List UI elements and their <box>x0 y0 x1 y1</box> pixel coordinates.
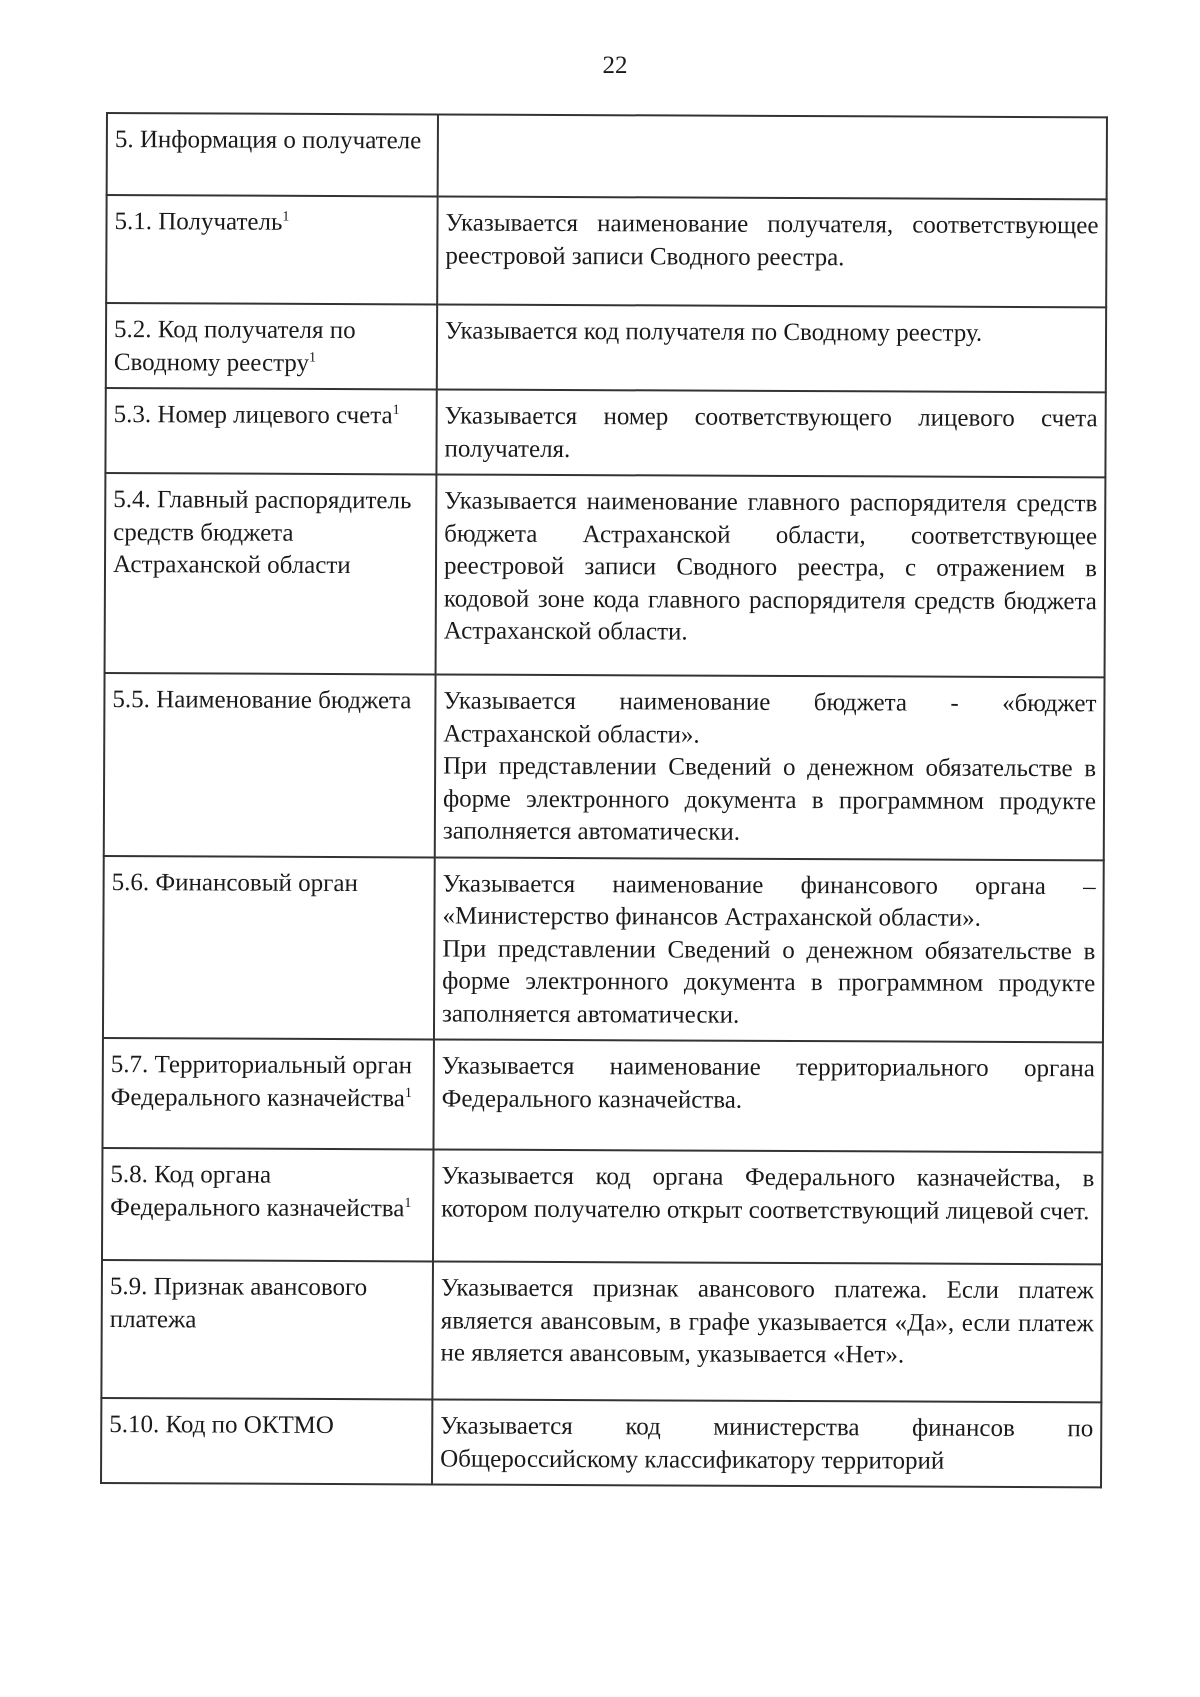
field-description: Указывается наименование территориального органа Федерального казначейства. <box>441 1052 1095 1114</box>
footnote-marker: 1 <box>404 1195 412 1211</box>
field-name-cell <box>104 673 436 857</box>
field-description-cell <box>432 1261 1102 1402</box>
field-description-cell <box>436 474 1106 677</box>
field-name-cell <box>106 303 437 389</box>
table-row <box>107 113 1107 199</box>
field-description-cell <box>436 389 1105 477</box>
footnote-marker: 1 <box>308 350 317 366</box>
field-description: Указывается наименование финансового органа – «Министерство финансов Астраханской области». <box>442 869 1096 932</box>
field-description: Указывается признак авансового платежа. Если платеж является авансовым, в графе указывается «Да», если платеж не является авансовым, указывается «Нет». <box>440 1274 1094 1369</box>
field-description-cell <box>435 674 1105 859</box>
footnote-marker: 1 <box>404 1085 412 1101</box>
table-row <box>102 1148 1102 1264</box>
field-name-cell <box>107 113 438 196</box>
table-row <box>101 1260 1102 1402</box>
field-name-cell <box>102 1148 433 1261</box>
page-number: 22 <box>602 52 628 79</box>
footnote-marker: 1 <box>282 209 290 225</box>
table-row <box>101 1398 1101 1487</box>
field-description: Указывается код министерства финансов по Общероссийскому классификатору территорий <box>440 1412 1094 1475</box>
field-description: Указывается наименование главного распорядителя средств бюджета Астраханской области, соответствующее реестровой записи Сводного реестра, с отражением в кодовой зоне кода главного распорядителя средств бюджета Астраханской области. <box>443 487 1098 646</box>
field-description: Указывается номер соответствующего лицевого счета получателя. <box>444 402 1098 463</box>
field-name: 5.1. Получатель <box>114 208 283 236</box>
table-row <box>106 303 1106 392</box>
field-name: 5.7. Территориальный орган Федерального казначейства <box>110 1051 413 1112</box>
field-name-cell <box>103 855 435 1039</box>
field-description-cell <box>438 114 1107 199</box>
field-description: Указывается наименование получателя, соответствующее реестровой записи Сводного реестра. <box>445 209 1099 271</box>
field-name: 5.8. Код органа Федерального казначейства <box>110 1161 405 1222</box>
table-row <box>105 473 1106 677</box>
footnote-marker: 1 <box>392 402 400 418</box>
field-name: 5.9. Признак авансового платежа <box>109 1273 368 1333</box>
field-description: Указывается код получателя по Сводному реестру. <box>444 317 983 347</box>
field-name-cell <box>101 1398 432 1484</box>
field-name-cell <box>105 388 436 474</box>
table-row <box>104 673 1105 860</box>
field-description: Указывается код органа Федерального казначейства, в котором получателю открыт соответствующий лицевой счет. <box>441 1162 1095 1225</box>
field-name-cell <box>105 473 437 674</box>
requirements-table <box>100 112 1108 1488</box>
table-row <box>105 388 1105 477</box>
table-row <box>103 855 1104 1042</box>
field-name: 5. Информация о получателе <box>114 126 422 155</box>
field-description-cell <box>437 196 1106 307</box>
field-name: 5.10. Код по ОКТМО <box>109 1411 334 1440</box>
table-row <box>102 1038 1102 1152</box>
field-name: 5.4. Главный распорядитель средств бюджета Астраханской области <box>112 486 412 580</box>
field-description: При представлении Сведений о денежном обязательстве в форме электронного документа в программном продукте заполняется автоматически. <box>442 934 1096 1029</box>
field-name: 5.6. Финансовый орган <box>111 868 358 897</box>
field-description: Указывается наименование бюджета - «бюджет Астраханской области». <box>443 687 1097 749</box>
field-description-cell <box>433 1149 1102 1264</box>
field-name: 5.3. Номер лицевого счета <box>113 401 393 430</box>
field-name-cell <box>101 1260 433 1399</box>
field-description-cell <box>434 857 1104 1042</box>
field-description-cell <box>437 304 1106 392</box>
field-name-cell <box>102 1038 433 1149</box>
field-name-cell <box>106 195 437 304</box>
field-description-cell <box>432 1399 1101 1487</box>
field-name: 5.2. Код получателя по Сводному реестру <box>113 316 356 377</box>
field-description-cell <box>433 1039 1102 1152</box>
field-name: 5.5. Наименование бюджета <box>112 686 412 715</box>
table-row <box>106 195 1106 307</box>
table-body <box>101 113 1107 1487</box>
field-description: При представлении Сведений о денежном обязательстве в форме электронного документа в программном продукте заполняется автоматически. <box>442 752 1097 846</box>
